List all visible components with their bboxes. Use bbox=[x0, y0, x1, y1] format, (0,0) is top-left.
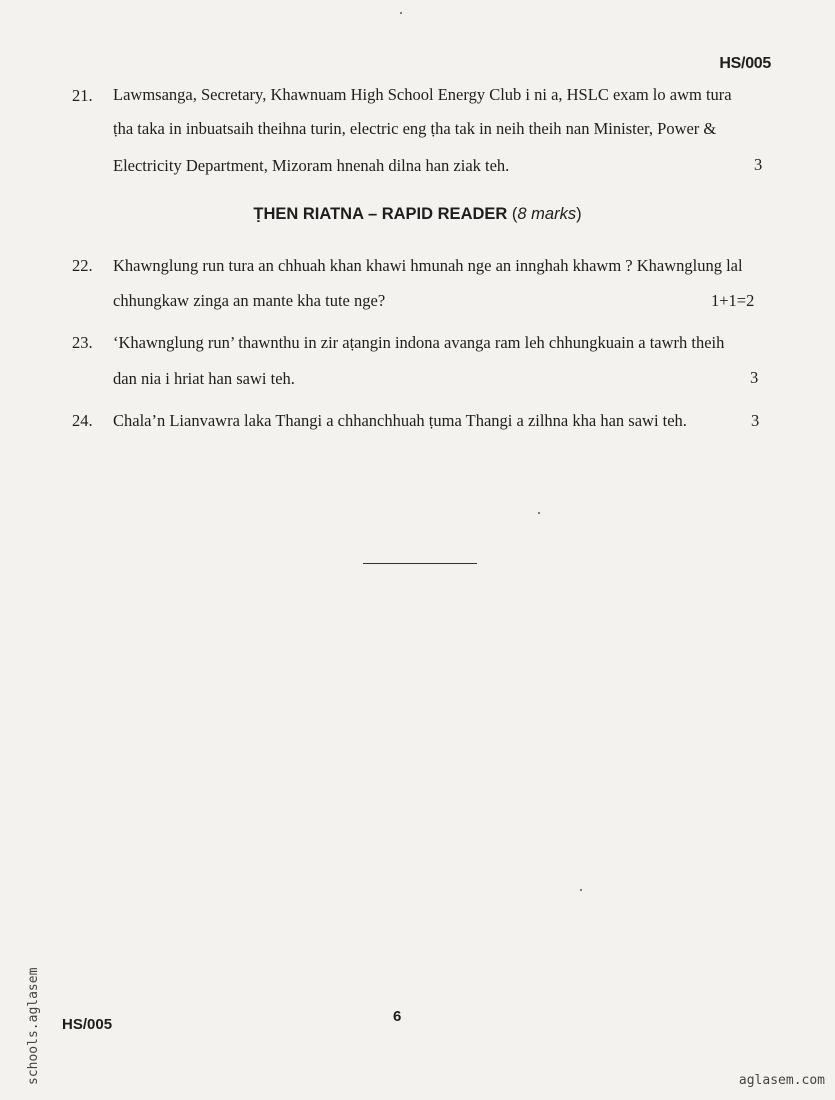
section-heading: ṬHEN RIATNA – RAPID READER (8 marks) bbox=[253, 205, 582, 223]
paper-code-footer: HS/005 bbox=[62, 1016, 113, 1033]
section-marks-note: 8 marks bbox=[517, 205, 577, 223]
question-line: Electricity Department, Mizoram hnenah dilna han ziak teh. bbox=[113, 156, 510, 175]
question-number: 21. bbox=[72, 86, 93, 105]
question-marks: 1+1=2 bbox=[711, 291, 755, 310]
page-number: 6 bbox=[393, 1008, 402, 1025]
scan-speck bbox=[400, 12, 402, 14]
question-line: Khawnglung run tura an chhuah khan khawi hmunah nge an innghah khawm ? Khawnglung lal bbox=[113, 256, 743, 275]
question-line: dan nia i hriat han sawi teh. bbox=[113, 369, 295, 388]
question-line: ‘Khawnglung run’ thawnthu in zir aṭangin indona avanga ram leh chhungkuain a tawrh theih bbox=[113, 333, 725, 352]
paper-code-header: HS/005 bbox=[719, 55, 771, 72]
question-line: chhungkaw zinga an mante kha tute nge? bbox=[113, 291, 386, 310]
question-marks: 3 bbox=[750, 368, 759, 387]
scan-speck bbox=[538, 512, 540, 514]
section-title: ṬHEN RIATNA – RAPID READER bbox=[253, 205, 508, 223]
bottom-watermark: aglasem.com bbox=[738, 1073, 825, 1088]
question-number: 22. bbox=[72, 256, 93, 275]
question-marks: 3 bbox=[754, 155, 763, 174]
question-line: Lawmsanga, Secretary, Khawnuam High School Energy Club i ni a, HSLC exam lo awm tura bbox=[113, 85, 732, 104]
scan-speck bbox=[580, 889, 582, 891]
end-divider bbox=[363, 563, 477, 564]
question-marks: 3 bbox=[751, 411, 760, 430]
question-number: 24. bbox=[72, 411, 93, 430]
side-watermark: schools.aglasem bbox=[26, 967, 41, 1085]
question-line: Chala’n Lianvawra laka Thangi a chhanchhuah ṭuma Thangi a zilhna kha han sawi teh. bbox=[113, 411, 687, 430]
question-line: ṭha taka in inbuatsaih theihna turin, electric eng ṭha tak in neih theih nan Minister, Power & bbox=[113, 119, 717, 138]
question-number: 23. bbox=[72, 333, 93, 352]
